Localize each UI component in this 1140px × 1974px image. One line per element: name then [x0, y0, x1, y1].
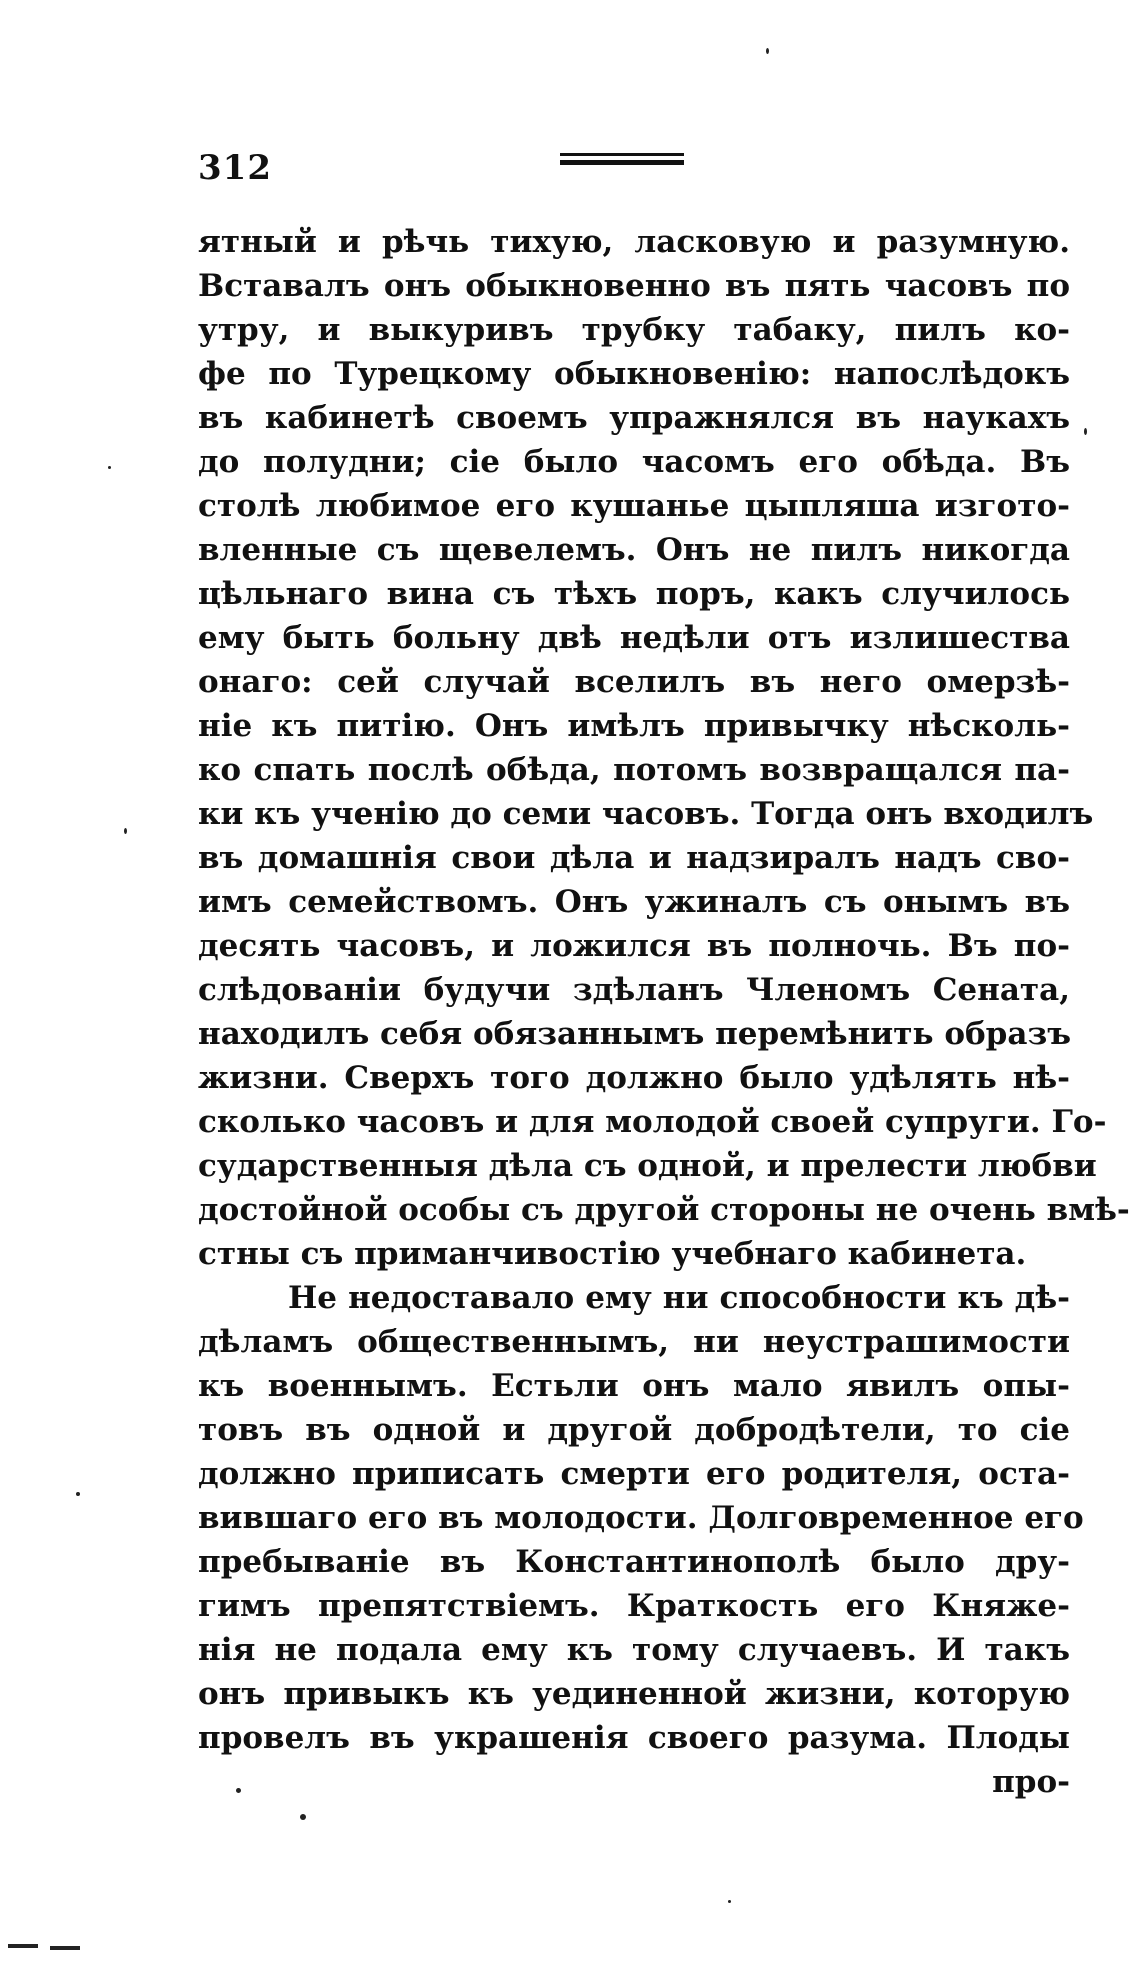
text-line: должно приписать смерти его родителя, оста-: [198, 1456, 1070, 1492]
text-line: товъ въ одной и другой добродѣтели, то сіе: [198, 1412, 1070, 1448]
text-line: въ кабинетѣ своемъ упражнялся въ наукахъ: [198, 400, 1070, 436]
text-line: столѣ любимое его кушанье цыпляша изгото-: [198, 488, 1070, 524]
scan-speck: [108, 466, 111, 469]
scan-speck: [236, 1788, 241, 1793]
scan-speck: [300, 1814, 306, 1820]
text-line: ніе къ питію. Онъ имѣлъ привычку нѣсколь-: [198, 708, 1070, 744]
text-line: утру, и выкуривъ трубку табаку, пилъ ко-: [198, 312, 1070, 348]
page-number: 312: [198, 148, 272, 188]
text-line: пребываніе въ Константинополѣ было дру-: [198, 1544, 1070, 1580]
text-line: вившаго его въ молодости. Долговременное его: [198, 1500, 1084, 1536]
body-text: [198, 220, 1130, 1804]
text-line: до полудни; сіе было часомъ его обѣда. Въ: [198, 444, 1070, 480]
scan-mark: [50, 1946, 80, 1950]
text-line: Вставалъ онъ обыкновенно въ пять часовъ по: [198, 268, 1070, 304]
text-line: жизни. Сверхъ того должно было удѣлять нѣ-: [198, 1060, 1070, 1096]
text-line: онъ привыкъ къ уединенной жизни, которую: [198, 1676, 1070, 1712]
text-line: стны съ приманчивостію учебнаго кабинета.: [198, 1236, 1027, 1272]
header-rule: [560, 153, 684, 156]
text-line: дѣламъ общественнымъ, ни неустрашимости: [198, 1324, 1070, 1360]
scan-speck: [124, 828, 127, 834]
text-line: достойной особы съ другой стороны не очень вмѣ-: [198, 1192, 1130, 1228]
text-line: сколько часовъ и для молодой своей супруги. Го-: [198, 1104, 1107, 1140]
text-line: Не недоставало ему ни способности къ дѣ-: [288, 1280, 1070, 1316]
scan-speck: [766, 48, 769, 54]
scan-mark: [8, 1944, 38, 1948]
text-line: въ домашнія свои дѣла и надзиралъ надъ сво-: [198, 840, 1070, 876]
text-line: находилъ себя обязаннымъ перемѣнить образъ: [198, 1016, 1072, 1052]
text-line: къ военнымъ. Естьли онъ мало явилъ опы-: [198, 1368, 1070, 1404]
text-line: фе по Турецкому обыкновенію: напослѣдокъ: [198, 356, 1070, 392]
text-line: онаго: сей случай вселилъ въ него омерзѣ-: [198, 664, 1070, 700]
header-rule-thick: [560, 160, 684, 165]
text-line: слѣдованіи будучи здѣланъ Членомъ Сената,: [198, 972, 1070, 1008]
text-line: вленные съ щевелемъ. Онъ не пилъ никогда: [198, 532, 1070, 568]
text-line: гимъ препятствіемъ. Краткость его Княже-: [198, 1588, 1070, 1624]
scan-speck: [1084, 428, 1087, 435]
text-line: провелъ въ украшенія своего разума. Плоды: [198, 1720, 1070, 1756]
text-line: десять часовъ, и ложился въ полночь. Въ по-: [198, 928, 1070, 964]
text-line: ему быть больну двѣ недѣли отъ излишества: [198, 620, 1070, 656]
text-line: ки къ ученію до семи часовъ. Тогда онъ входилъ: [198, 796, 1094, 832]
text-line: ко спать послѣ обѣда, потомъ возвращался па-: [198, 752, 1070, 788]
text-line: нія не подала ему къ тому случаевъ. И такъ: [198, 1632, 1070, 1668]
scan-speck: [728, 1900, 731, 1903]
text-line: сударственныя дѣла съ одной, и прелести любви: [198, 1148, 1097, 1184]
scan-speck: [76, 1492, 80, 1496]
text-line: цѣльнаго вина съ тѣхъ поръ, какъ случилось: [198, 576, 1070, 612]
text-line: ятный и рѣчь тихую, ласковую и разумную.: [198, 224, 1070, 260]
text-line: имъ семействомъ. Онъ ужиналъ съ онымъ въ: [198, 884, 1070, 920]
catchword: про-: [992, 1764, 1070, 1800]
